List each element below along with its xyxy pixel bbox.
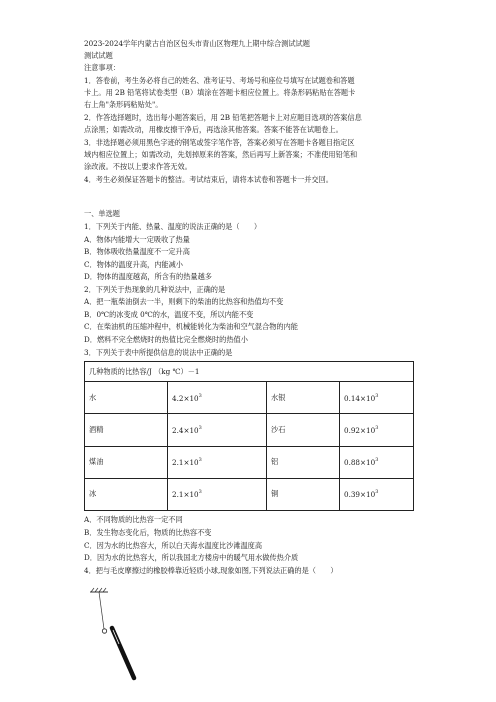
substance-name: 酒精 xyxy=(85,414,168,446)
substance-name: 煤油 xyxy=(85,446,168,478)
substance-name: 水 xyxy=(85,382,168,414)
exam-title: 2023-2024学年内蒙古自治区包头市青山区物理九上期中综合测试试题 xyxy=(84,39,310,48)
notice-line: 卡上。用 2B 铅笔将试卷类型（B）填涂在答题卡相应位置上。将条形码粘贴在答题卡 xyxy=(84,88,356,97)
heat-value: $0.39\times 10^3$ xyxy=(340,478,414,510)
exam-subtitle: 测试试题 xyxy=(84,51,113,60)
heat-value: $4.2\times 10^3$ xyxy=(168,382,267,414)
substance-name: 铜 xyxy=(267,478,340,510)
charged-rod-figure xyxy=(86,586,146,686)
notice-line: 涂改液。不按以上要求作答无效。 xyxy=(84,162,192,171)
q2-option-a: A．把一瓶柴油倒去一半，则剩下的柴油的比热容和热值均不变 xyxy=(84,297,284,306)
table-header: 几种物质的比热容/J （kg ℃）－1 xyxy=(85,362,414,382)
heat-value: $2.1\times 10^3$ xyxy=(168,446,267,478)
table-row xyxy=(85,446,414,478)
question-3-stem: 3．下列关于表中所提供信息的说法中正确的是 xyxy=(84,348,233,357)
q2-option-d: D．燃料不完全燃烧时的热值比完全燃烧时的热值小 xyxy=(84,335,248,344)
heat-value: $2.4\times 10^3$ xyxy=(168,414,267,446)
q1-option-d: D．物体的温度越高，所含有的热量越多 xyxy=(84,272,212,281)
heat-value: $0.88\times 10^3$ xyxy=(340,446,414,478)
q3-option-b: B．发生物态变化后，物质的比热容不变 xyxy=(84,528,212,537)
heat-value: $0.14\times 10^3$ xyxy=(340,382,414,414)
substance-name: 冰 xyxy=(85,478,168,510)
table-row xyxy=(85,414,414,446)
notice-line: 2．作答选择题时，选出每小题答案后，用 2B 铅笔把答题卡上对应题目选项的答案信息 xyxy=(84,113,362,122)
table-row xyxy=(85,478,414,510)
q3-option-c: C．因为水的比热容大，所以白天海水温度比沙滩温度高 xyxy=(84,541,263,550)
q3-option-a: A．不同物质的比热容一定不同 xyxy=(84,515,183,524)
heat-value: $2.1\times 10^3$ xyxy=(168,478,267,510)
question-2-stem: 2．下列关于热现象的几种说法中，正确的是 xyxy=(84,285,226,294)
q1-option-c: C．物体的温度升高，内能减小 xyxy=(84,260,183,269)
notice-line: 点涂黑；如需改动，用橡皮擦干净后，再选涂其他答案。答案不能答在试题卷上。 xyxy=(84,125,343,134)
substance-name: 沙石 xyxy=(267,414,340,446)
notice-line: 4．考生必须保证答题卡的整洁。考试结束后，请将本试卷和答题卡一并交回。 xyxy=(84,175,333,184)
notice-line: 域内相应位置上；如需改动，先划掉原来的答案，然后再写上新答案；不准使用铅笔和 xyxy=(84,150,358,159)
light-ball-icon xyxy=(102,629,106,633)
q3-option-d: D．因为水的比热容大，所以我国北方楼房中的暖气用水做传热介质 xyxy=(84,553,299,562)
specific-heat-table xyxy=(84,361,414,511)
ceiling-hatch-icon xyxy=(90,588,108,592)
q2-option-c: C．在柴油机的压缩冲程中，机械能转化为柴油和空气混合物的内能 xyxy=(84,322,298,331)
heat-value: $0.92\times 10^3$ xyxy=(340,414,414,446)
notice-line: 1．答卷前，考生务必将自己的姓名、准考证号、考场号和座位号填写在试题卷和答题 xyxy=(84,76,355,85)
question-1-stem: 1．下列关于内能、热量、温度的说法正确的是（ ） xyxy=(84,222,262,231)
table-row xyxy=(85,382,414,414)
rubber-rod-icon xyxy=(112,628,134,678)
question-4-stem: 4．把与毛皮摩擦过的橡胶棒靠近轻质小球,现象如图,下列说法正确的是（ ） xyxy=(84,566,338,575)
q2-option-b: B．0℃的冰变成 0℃的水，温度不变，所以内能不变 xyxy=(84,310,254,319)
q1-option-a: A．物体内能增大一定吸收了热量 xyxy=(84,235,190,244)
suspension-thread xyxy=(99,592,104,629)
section-heading: 一、单选题 xyxy=(84,209,120,218)
notice-line: 右上角"条形码粘贴处"。 xyxy=(84,100,163,109)
substance-name: 水银 xyxy=(267,382,340,414)
notice-heading: 注意事项： xyxy=(84,63,120,72)
substance-name: 铝 xyxy=(267,446,340,478)
q1-option-b: B．物体吸收热量温度不一定升高 xyxy=(84,247,190,256)
notice-line: 3．非选择题必须用黑色字迹的钢笔或签字笔作答，答案必须写在答题卡各题目指定区 xyxy=(84,138,355,147)
